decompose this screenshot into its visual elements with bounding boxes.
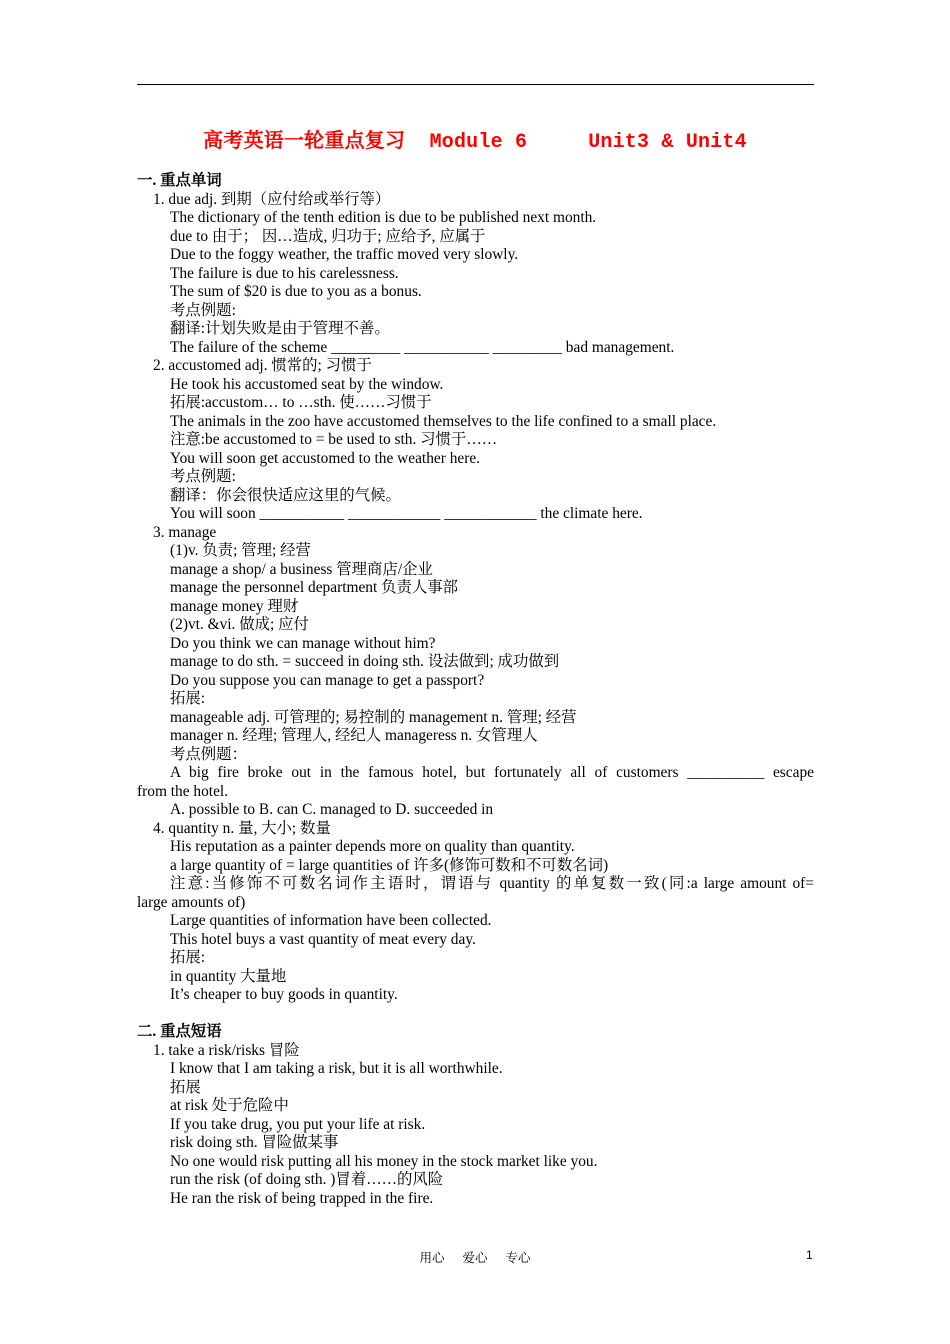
page-footer: 用心 爱心 专心 xyxy=(419,1250,531,1265)
text-line: No one would risk putting all his money in the stock market like you. xyxy=(170,1152,598,1170)
text-line: manage money 理财 xyxy=(170,597,299,615)
numbered-item: 2. accustomed adj. 惯常的; 习惯于 xyxy=(153,357,372,374)
text-line: I know that I am taking a risk, but it is all worthwhile. xyxy=(170,1060,503,1077)
text-line: 翻译：你会很快适应这里的气候。 xyxy=(170,486,401,504)
text-line: run the risk (of doing sth. )冒着……的风险 xyxy=(170,1171,444,1188)
text-line: Due to the foggy weather, the traffic moved very slowly. xyxy=(170,246,519,263)
text-line: The animals in the zoo have accustomed themselves to the life confined to a small place. xyxy=(170,412,717,430)
text-line: 拓展: xyxy=(170,690,206,707)
text-line: Do you suppose you can manage to get a passport? xyxy=(170,671,485,689)
text-line: manageable adj. 可管理的; 易控制的 management n. 管理; 经营 xyxy=(170,708,577,726)
text-line: in quantity 大量地 xyxy=(170,967,287,985)
text-line: He ran the risk of being trapped in the fire. xyxy=(170,1189,434,1207)
text-line: The sum of $20 is due to you as a bonus. xyxy=(170,283,422,300)
text-line: You will soon ___________ ____________ ____________ the climate here. xyxy=(170,505,643,522)
text-line: This hotel buys a vast quantity of meat every day. xyxy=(170,930,476,948)
text-line: The dictionary of the tenth edition is due to be published next month. xyxy=(170,209,597,226)
page-number: 1 xyxy=(806,1248,813,1262)
text-line: 拓展 xyxy=(170,1078,201,1096)
text-line: at risk 处于危险中 xyxy=(170,1097,289,1114)
text-line: manager n. 经理; 管理人, 经纪人 manageress n. 女管理人 xyxy=(170,727,538,744)
text-line: If you take drug, you put your life at risk. xyxy=(170,1115,426,1133)
document-title: 高考英语一轮重点复习 Module 6 Unit3 & Unit4 xyxy=(203,131,747,154)
numbered-item: 3. manage xyxy=(153,523,217,541)
section-heading: 一. 重点单词 xyxy=(137,172,222,189)
text-line: risk doing sth. 冒险做某事 xyxy=(170,1134,339,1151)
text-line: manage the personnel department 负责人事部 xyxy=(170,579,459,596)
text-line: 考点例题: xyxy=(170,468,236,485)
text-line: manage to do sth. = succeed in doing sth. 设法做到; 成功做到 xyxy=(170,653,560,670)
text-line-continued: from the hotel. xyxy=(137,782,229,800)
text-line: It’s cheaper to buy goods in quantity. xyxy=(170,986,398,1003)
spacer xyxy=(137,1005,814,1024)
document-body xyxy=(137,172,814,1208)
text-line: 注意:be accustomed to = be used to sth. 习惯于…… xyxy=(170,431,498,448)
numbered-item: 4. quantity n. 量, 大小; 数量 xyxy=(153,819,331,837)
text-line: Large quantities of information have been collected. xyxy=(170,912,492,929)
text-line: The failure is due to his carelessness. xyxy=(170,264,399,282)
text-line: He took his accustomed seat by the window. xyxy=(170,375,444,393)
text-line: 考点例题: xyxy=(170,301,236,319)
text-line: (2)vt. &vi. 做成; 应付 xyxy=(170,616,309,633)
text-line: A big fire broke out in the famous hotel, but fortunately all of customers __________ escape xyxy=(170,764,814,781)
text-line: manage a shop/ a business 管理商店/企业 xyxy=(170,560,433,578)
numbered-item: 1. take a risk/risks 冒险 xyxy=(153,1041,300,1059)
numbered-item: 1. due adj. 到期（应付给或举行等） xyxy=(153,190,391,208)
text-line: 考点例题： xyxy=(170,745,247,763)
text-line: 拓展: xyxy=(170,949,206,966)
section-heading: 二. 重点短语 xyxy=(137,1023,222,1040)
header-rule xyxy=(137,84,814,85)
text-line: due to 由于； 因…造成, 归功于; 应给予, 应属于 xyxy=(170,227,486,245)
text-line: Do you think we can manage without him? xyxy=(170,634,436,652)
text-line: 拓展:accustom… to …sth. 使……习惯于 xyxy=(170,394,432,411)
text-line: 翻译:计划失败是由于管理不善。 xyxy=(170,320,390,337)
text-line: a large quantity of = large quantities of 许多(修饰可数和不可数名词) xyxy=(170,856,609,874)
text-line: (1)v. 负责; 管理; 经营 xyxy=(170,542,311,559)
text-line-continued: large amounts of) xyxy=(137,893,246,911)
text-line: 注意:当修饰不可数名词作主语时，谓语与 quantity 的单复数一致(同:a large amount of= xyxy=(170,875,814,892)
text-line: The failure of the scheme _________ ___________ _________ bad management. xyxy=(170,338,675,356)
text-line: A. possible to B. can C. managed to D. succeeded in xyxy=(170,801,494,818)
text-line: You will soon get accustomed to the weather here. xyxy=(170,449,481,467)
text-line: His reputation as a painter depends more on quality than quantity. xyxy=(170,838,575,855)
